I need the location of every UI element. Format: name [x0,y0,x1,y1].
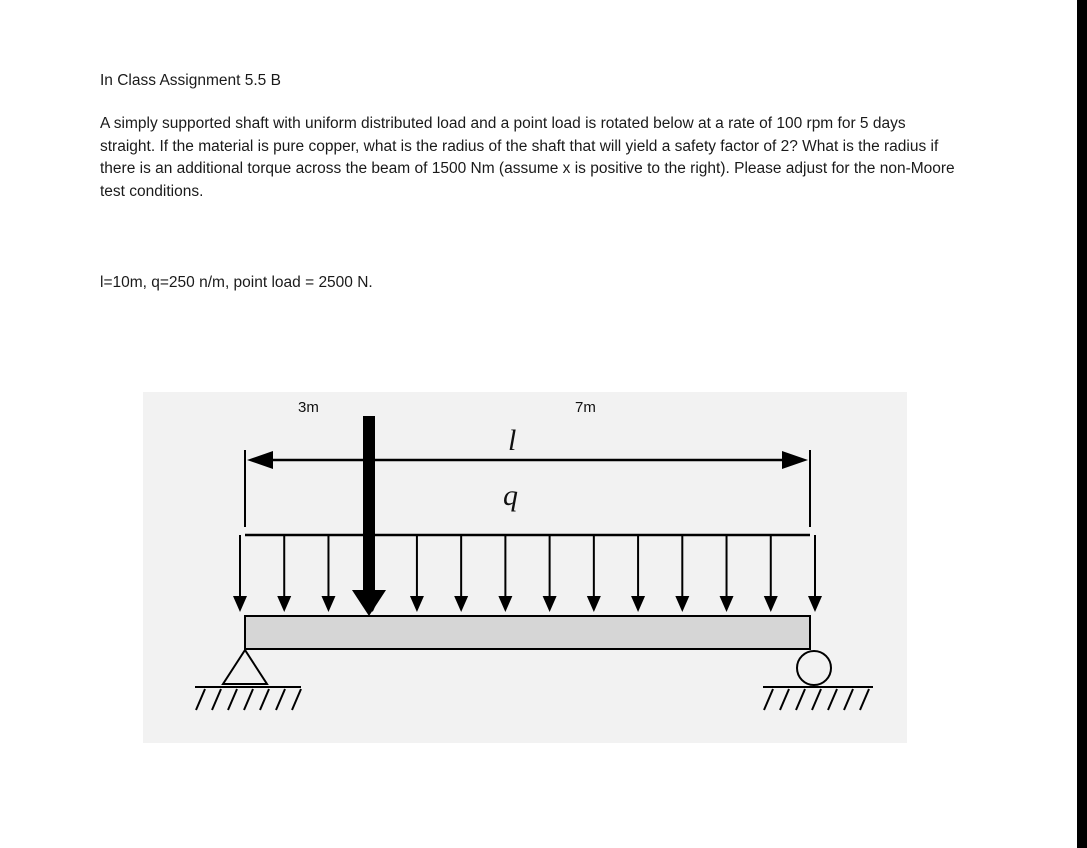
right-segment-label: 7m [575,399,596,416]
point-load-arrowhead [352,590,386,616]
distributed-load-arrowhead [454,596,468,612]
dimension-arrow-left [247,451,273,469]
shaft-beam [245,616,810,649]
dimension-arrow-right [782,451,808,469]
distributed-load-arrowhead [631,596,645,612]
page-edge-bar [1077,0,1087,848]
distributed-load-arrows [233,535,822,612]
distributed-load-arrowhead [808,596,822,612]
distributed-load-arrowhead [233,596,247,612]
distributed-load-arrowhead [587,596,601,612]
distributed-load-arrowhead [764,596,778,612]
pin-support [195,650,301,710]
length-symbol: l [508,424,517,457]
beam-diagram-svg [143,392,907,743]
distributed-load-arrowhead [277,596,291,612]
distributed-load-arrowhead [720,596,734,612]
load-intensity-symbol: q [503,479,518,512]
given-parameters: l=10m, q=250 n/m, point load = 2500 N. [100,274,373,291]
left-segment-label: 3m [298,399,319,416]
beam-diagram [143,392,907,743]
distributed-load-arrowhead [410,596,424,612]
point-load-shaft [363,416,375,594]
distributed-load-arrowhead [675,596,689,612]
distributed-load-arrowhead [498,596,512,612]
assignment-title: In Class Assignment 5.5 B [100,72,281,89]
distributed-load-arrowhead [543,596,557,612]
distributed-load-arrowhead [321,596,335,612]
problem-statement: A simply supported shaft with uniform distributed load and a point load is rotated below at a rate of 100 rpm for 5 days straight. If the material is pure copper, what is the radius of the shaft that will yield a safety factor of 2? What is the radius if there is an additional torque across the beam of 1500 Nm (assume x is positive to the right). Please adjust for the non-Moore test conditions. [100,115,955,200]
roller-support [763,651,873,710]
